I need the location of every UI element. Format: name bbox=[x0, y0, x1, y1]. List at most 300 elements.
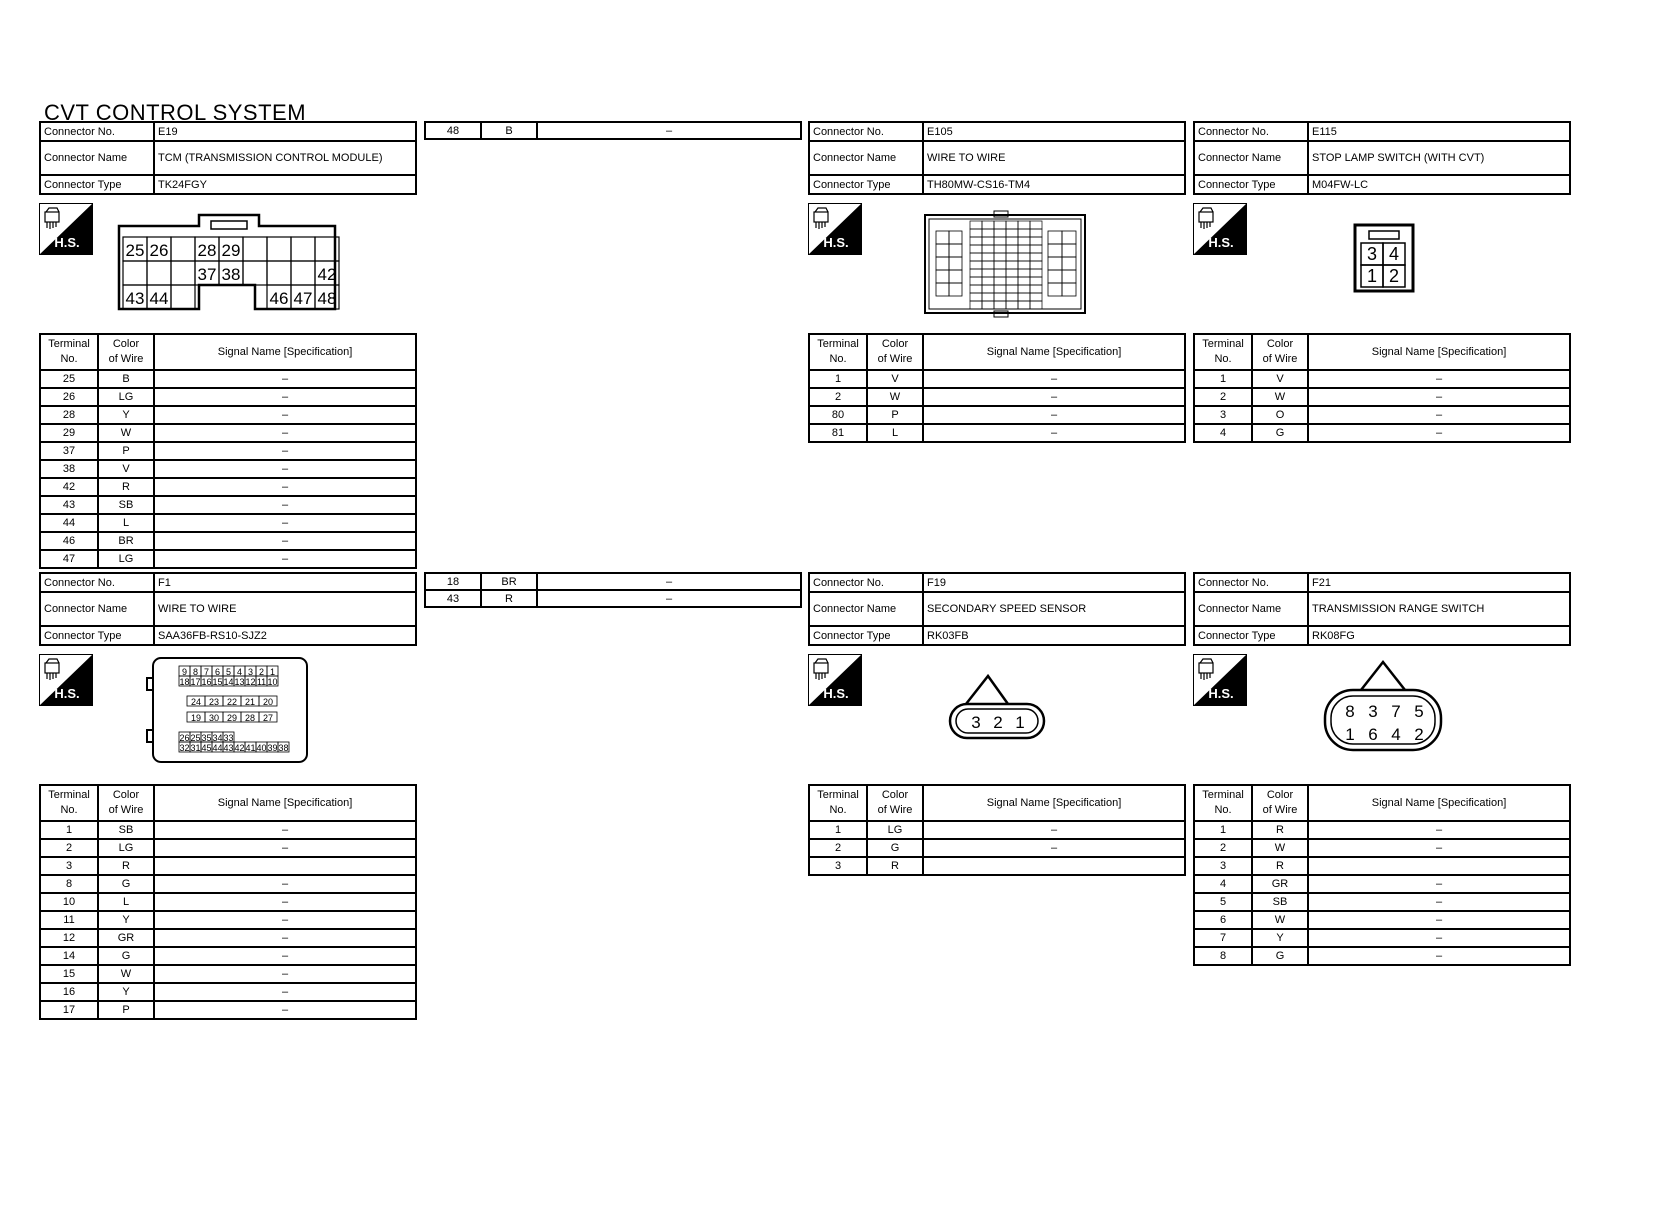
terminal-no: 11 bbox=[40, 911, 98, 929]
signal-name: – bbox=[923, 839, 1185, 857]
terminal-no: 26 bbox=[40, 388, 98, 406]
wire-color: Y bbox=[98, 983, 154, 1001]
connector-block-f21 bbox=[1193, 572, 1571, 966]
wire-color: W bbox=[867, 388, 923, 406]
wire-color: W bbox=[1252, 839, 1308, 857]
table-row bbox=[1194, 947, 1570, 965]
table-row bbox=[809, 821, 1185, 839]
label-connector-type: Connector Type bbox=[1194, 175, 1308, 194]
connector-figure bbox=[1193, 646, 1571, 784]
wire-color: W bbox=[98, 965, 154, 983]
terminal-table bbox=[808, 784, 1186, 876]
pin-label: 3 bbox=[971, 713, 981, 732]
terminal-no-header: Terminal No. bbox=[809, 785, 867, 821]
pin-label: 46 bbox=[269, 289, 289, 308]
terminal-no-header: Terminal No. bbox=[1194, 334, 1252, 370]
terminal-no: 6 bbox=[1194, 911, 1252, 929]
wire-color: V bbox=[867, 370, 923, 388]
table-row bbox=[40, 532, 416, 550]
terminal-no: 29 bbox=[40, 424, 98, 442]
terminal-table bbox=[39, 784, 417, 1020]
wire-color: P bbox=[867, 406, 923, 424]
pin-label: 1 bbox=[1345, 725, 1355, 744]
pin-label: 2 bbox=[1388, 266, 1400, 286]
connector-type-value: TH80MW-CS16-TM4 bbox=[923, 175, 1185, 194]
table-row bbox=[809, 424, 1185, 442]
terminal-table bbox=[39, 333, 417, 569]
connector-face-diagram bbox=[1193, 646, 1571, 784]
pin-label: 8 bbox=[1345, 702, 1355, 721]
connector-header bbox=[808, 121, 1186, 195]
color-of-wire-header: Color of Wire bbox=[98, 785, 154, 821]
connector-name-value: SECONDARY SPEED SENSOR bbox=[923, 592, 1185, 626]
signal-name: – bbox=[154, 370, 416, 388]
terminal-no: 8 bbox=[1194, 947, 1252, 965]
terminal-no: 1 bbox=[809, 370, 867, 388]
connector-name-value: WIRE TO WIRE bbox=[923, 141, 1185, 175]
signal-name: – bbox=[154, 550, 416, 568]
pin-label: 42 bbox=[317, 265, 337, 284]
label-connector-name: Connector Name bbox=[40, 592, 154, 626]
signal-name: – bbox=[154, 532, 416, 550]
signal-name: – bbox=[1308, 388, 1570, 406]
signal-name: – bbox=[154, 893, 416, 911]
table-row bbox=[40, 821, 416, 839]
terminal-no: 3 bbox=[1194, 857, 1252, 875]
signal-name: – bbox=[1308, 929, 1570, 947]
color-of-wire-header: Color of Wire bbox=[867, 334, 923, 370]
terminal-no: 44 bbox=[40, 514, 98, 532]
signal-name-header: Signal Name [Specification] bbox=[1308, 334, 1570, 370]
pin-label: 4 bbox=[1388, 244, 1400, 264]
wire-color: LG bbox=[867, 821, 923, 839]
pin-label: 1 bbox=[1366, 266, 1378, 286]
wire-color: GR bbox=[1252, 875, 1308, 893]
table-row bbox=[40, 947, 416, 965]
table-row bbox=[809, 370, 1185, 388]
connector-header bbox=[39, 121, 417, 195]
signal-name: – bbox=[923, 388, 1185, 406]
terminal-no: 10 bbox=[40, 893, 98, 911]
label-connector-no: Connector No. bbox=[809, 573, 923, 592]
signal-name bbox=[1308, 857, 1570, 875]
terminal-no: 4 bbox=[1194, 424, 1252, 442]
pin-label: 9 bbox=[181, 667, 188, 677]
wire-color: G bbox=[98, 875, 154, 893]
svg-text:H.S.: H.S. bbox=[54, 686, 80, 701]
table-row bbox=[425, 122, 801, 139]
wire-color: G bbox=[867, 839, 923, 857]
terminal-no: 43 bbox=[425, 590, 481, 607]
svg-text:H.S.: H.S. bbox=[1208, 686, 1234, 701]
table-row bbox=[425, 573, 801, 590]
wire-color: BR bbox=[481, 573, 537, 590]
pin-label: 2 bbox=[993, 713, 1003, 732]
terminal-table bbox=[1193, 784, 1571, 966]
terminal-no: 1 bbox=[1194, 370, 1252, 388]
pin-label: 11 bbox=[256, 677, 267, 687]
pin-label: 29 bbox=[221, 241, 241, 260]
terminal-no: 81 bbox=[809, 424, 867, 442]
terminal-no: 80 bbox=[809, 406, 867, 424]
connector-type-value: SAA36FB-RS10-SJZ2 bbox=[154, 626, 416, 645]
signal-name: – bbox=[154, 388, 416, 406]
pin-label: 6 bbox=[1368, 725, 1378, 744]
svg-text:H.S.: H.S. bbox=[1208, 235, 1234, 250]
terminal-no: 18 bbox=[425, 573, 481, 590]
pin-label: 35 bbox=[201, 733, 212, 743]
page-title: CVT CONTROL SYSTEM bbox=[44, 100, 307, 125]
terminal-no: 5 bbox=[1194, 893, 1252, 911]
signal-name: – bbox=[1308, 911, 1570, 929]
label-connector-type: Connector Type bbox=[1194, 626, 1308, 645]
label-connector-name: Connector Name bbox=[1194, 592, 1308, 626]
table-row bbox=[40, 983, 416, 1001]
table-row bbox=[809, 406, 1185, 424]
signal-name: – bbox=[923, 406, 1185, 424]
color-of-wire-header: Color of Wire bbox=[1252, 785, 1308, 821]
svg-text:H.S.: H.S. bbox=[54, 235, 80, 250]
terminal-no: 3 bbox=[809, 857, 867, 875]
wire-color: LG bbox=[98, 550, 154, 568]
connector-no-value: F21 bbox=[1308, 573, 1570, 592]
signal-name: – bbox=[154, 478, 416, 496]
connector-block-e105 bbox=[808, 121, 1186, 443]
signal-name: – bbox=[1308, 947, 1570, 965]
wire-color: B bbox=[98, 370, 154, 388]
signal-name: – bbox=[537, 590, 801, 607]
pin-label: 47 bbox=[293, 289, 313, 308]
pin-label: 25 bbox=[125, 241, 145, 260]
table-row bbox=[1194, 875, 1570, 893]
terminal-no: 25 bbox=[40, 370, 98, 388]
terminal-no: 3 bbox=[40, 857, 98, 875]
connector-figure bbox=[39, 195, 417, 333]
signal-name: – bbox=[154, 875, 416, 893]
table-row bbox=[40, 893, 416, 911]
connector-figure bbox=[39, 646, 417, 784]
table-row bbox=[40, 514, 416, 532]
pin-label: 29 bbox=[226, 713, 238, 723]
wire-color: Y bbox=[1252, 929, 1308, 947]
signal-name: – bbox=[1308, 424, 1570, 442]
pin-label: 2 bbox=[1414, 725, 1424, 744]
signal-name bbox=[923, 857, 1185, 875]
label-connector-type: Connector Type bbox=[809, 175, 923, 194]
connector-no-value: E105 bbox=[923, 122, 1185, 141]
connector-type-value: RK03FB bbox=[923, 626, 1185, 645]
connector-name-value: TRANSMISSION RANGE SWITCH bbox=[1308, 592, 1570, 626]
signal-name: – bbox=[537, 573, 801, 590]
table-row bbox=[40, 442, 416, 460]
connector-header bbox=[1193, 572, 1571, 646]
table-row bbox=[40, 478, 416, 496]
terminal-no: 47 bbox=[40, 550, 98, 568]
table-row bbox=[40, 388, 416, 406]
terminal-no: 4 bbox=[1194, 875, 1252, 893]
table-row bbox=[40, 424, 416, 442]
terminal-no: 15 bbox=[40, 965, 98, 983]
terminal-no-header: Terminal No. bbox=[40, 785, 98, 821]
wire-color: W bbox=[1252, 911, 1308, 929]
color-of-wire-header: Color of Wire bbox=[1252, 334, 1308, 370]
terminal-no: 17 bbox=[40, 1001, 98, 1019]
connector-face-diagram bbox=[1193, 195, 1571, 333]
wire-color: LG bbox=[98, 839, 154, 857]
table-row bbox=[1194, 424, 1570, 442]
signal-name: – bbox=[154, 911, 416, 929]
pin-label: 42 bbox=[234, 743, 245, 753]
pin-label: 1 bbox=[269, 667, 276, 677]
pin-label: 4 bbox=[236, 667, 243, 677]
pin-label: 21 bbox=[244, 697, 256, 707]
signal-name: – bbox=[923, 424, 1185, 442]
table-row bbox=[40, 857, 416, 875]
signal-name bbox=[154, 857, 416, 875]
wire-color: G bbox=[1252, 424, 1308, 442]
connector-block-e115 bbox=[1193, 121, 1571, 443]
wire-color: R bbox=[98, 857, 154, 875]
pin-label: 39 bbox=[267, 743, 278, 753]
signal-name: – bbox=[154, 965, 416, 983]
signal-name: – bbox=[154, 406, 416, 424]
connector-face-diagram bbox=[808, 646, 1186, 784]
wire-color: V bbox=[98, 460, 154, 478]
signal-name: – bbox=[154, 442, 416, 460]
table-row bbox=[40, 911, 416, 929]
connector-block-e19 bbox=[39, 121, 417, 569]
pin-label: 44 bbox=[212, 743, 223, 753]
pin-label: 30 bbox=[208, 713, 220, 723]
pin-label: 2 bbox=[258, 667, 265, 677]
table-row bbox=[425, 590, 801, 607]
terminal-no: 2 bbox=[40, 839, 98, 857]
signal-name: – bbox=[1308, 893, 1570, 911]
color-of-wire-header: Color of Wire bbox=[867, 785, 923, 821]
signal-name: – bbox=[1308, 370, 1570, 388]
signal-name: – bbox=[154, 1001, 416, 1019]
terminal-no: 1 bbox=[40, 821, 98, 839]
terminal-no: 37 bbox=[40, 442, 98, 460]
wire-color: R bbox=[1252, 821, 1308, 839]
table-row bbox=[40, 370, 416, 388]
wire-color: SB bbox=[98, 496, 154, 514]
connector-face-diagram bbox=[39, 195, 417, 333]
table-row bbox=[809, 857, 1185, 875]
terminal-no: 46 bbox=[40, 532, 98, 550]
wire-color: G bbox=[98, 947, 154, 965]
signal-name: – bbox=[154, 821, 416, 839]
label-connector-no: Connector No. bbox=[809, 122, 923, 141]
table-row bbox=[809, 839, 1185, 857]
label-connector-no: Connector No. bbox=[40, 573, 154, 592]
pin-label: 26 bbox=[179, 733, 190, 743]
label-connector-name: Connector Name bbox=[1194, 141, 1308, 175]
terminal-no: 42 bbox=[40, 478, 98, 496]
label-connector-name: Connector Name bbox=[809, 592, 923, 626]
pin-label: 3 bbox=[1366, 244, 1378, 264]
table-row bbox=[1194, 821, 1570, 839]
wire-color: V bbox=[1252, 370, 1308, 388]
label-connector-name: Connector Name bbox=[809, 141, 923, 175]
wire-color: W bbox=[98, 424, 154, 442]
wire-color: L bbox=[98, 893, 154, 911]
pin-label: 7 bbox=[1391, 702, 1401, 721]
connector-type-value: M04FW-LC bbox=[1308, 175, 1570, 194]
pin-label: 16 bbox=[201, 677, 212, 687]
table-row bbox=[40, 460, 416, 478]
pin-label: 28 bbox=[197, 241, 217, 260]
terminal-no-header: Terminal No. bbox=[809, 334, 867, 370]
pin-label: 28 bbox=[244, 713, 256, 723]
wire-color: W bbox=[1252, 388, 1308, 406]
connector-type-value: TK24FGY bbox=[154, 175, 416, 194]
connector-type-value: RK08FG bbox=[1308, 626, 1570, 645]
connector-header bbox=[1193, 121, 1571, 195]
terminal-no: 2 bbox=[1194, 388, 1252, 406]
table-row bbox=[1194, 911, 1570, 929]
terminal-no: 28 bbox=[40, 406, 98, 424]
label-connector-type: Connector Type bbox=[40, 626, 154, 645]
label-connector-no: Connector No. bbox=[40, 122, 154, 141]
pin-label: 31 bbox=[190, 743, 201, 753]
terminal-no: 7 bbox=[1194, 929, 1252, 947]
pin-label: 6 bbox=[214, 667, 221, 677]
connector-face-diagram bbox=[808, 195, 1186, 333]
signal-name: – bbox=[154, 947, 416, 965]
pin-label: 26 bbox=[149, 241, 169, 260]
pin-label: 5 bbox=[1414, 702, 1424, 721]
wire-color: LG bbox=[98, 388, 154, 406]
terminal-no: 1 bbox=[1194, 821, 1252, 839]
terminal-no: 2 bbox=[809, 839, 867, 857]
wire-color: B bbox=[481, 122, 537, 139]
pin-label: 43 bbox=[223, 743, 234, 753]
connector-no-value: F1 bbox=[154, 573, 416, 592]
table-row bbox=[40, 406, 416, 424]
pin-label: 19 bbox=[190, 713, 202, 723]
label-connector-no: Connector No. bbox=[1194, 122, 1308, 141]
pin-label: 4 bbox=[1391, 725, 1401, 744]
table-row bbox=[40, 496, 416, 514]
connector-no-value: E115 bbox=[1308, 122, 1570, 141]
wire-color: O bbox=[1252, 406, 1308, 424]
terminal-no: 38 bbox=[40, 460, 98, 478]
pin-label: 37 bbox=[197, 265, 217, 284]
signal-name: – bbox=[1308, 839, 1570, 857]
terminal-no-header: Terminal No. bbox=[40, 334, 98, 370]
connector-name-value: STOP LAMP SWITCH (WITH CVT) bbox=[1308, 141, 1570, 175]
terminal-no: 16 bbox=[40, 983, 98, 1001]
label-connector-type: Connector Type bbox=[40, 175, 154, 194]
connector-figure bbox=[808, 195, 1186, 333]
connector-name-value: WIRE TO WIRE bbox=[154, 592, 416, 626]
wire-color: P bbox=[98, 1001, 154, 1019]
pin-label: 38 bbox=[221, 265, 241, 284]
svg-text:H.S.: H.S. bbox=[823, 235, 849, 250]
pin-label: 23 bbox=[208, 697, 220, 707]
terminal-no: 1 bbox=[809, 821, 867, 839]
pin-label: 12 bbox=[245, 677, 256, 687]
pin-label: 1 bbox=[1015, 713, 1025, 732]
label-connector-name: Connector Name bbox=[40, 141, 154, 175]
wire-color: R bbox=[98, 478, 154, 496]
pin-label: 33 bbox=[223, 733, 234, 743]
signal-name-header: Signal Name [Specification] bbox=[923, 785, 1185, 821]
pin-label: 32 bbox=[179, 743, 190, 753]
table-row bbox=[1194, 388, 1570, 406]
signal-name: – bbox=[1308, 821, 1570, 839]
svg-text:H.S.: H.S. bbox=[823, 686, 849, 701]
pin-label: 14 bbox=[223, 677, 234, 687]
signal-name: – bbox=[154, 514, 416, 532]
signal-name: – bbox=[154, 983, 416, 1001]
table-row bbox=[1194, 929, 1570, 947]
label-connector-no: Connector No. bbox=[1194, 573, 1308, 592]
table-row bbox=[1194, 839, 1570, 857]
table-row bbox=[40, 929, 416, 947]
table-row bbox=[40, 550, 416, 568]
pin-label: 48 bbox=[317, 289, 337, 308]
pin-label: 25 bbox=[190, 733, 201, 743]
signal-name-header: Signal Name [Specification] bbox=[1308, 785, 1570, 821]
terminal-no: 2 bbox=[809, 388, 867, 406]
wire-color: SB bbox=[98, 821, 154, 839]
pin-label: 5 bbox=[225, 667, 232, 677]
terminal-table bbox=[808, 333, 1186, 443]
signal-name: – bbox=[923, 821, 1185, 839]
table-row bbox=[1194, 857, 1570, 875]
signal-name-header: Signal Name [Specification] bbox=[923, 334, 1185, 370]
wire-color: R bbox=[481, 590, 537, 607]
signal-name: – bbox=[923, 370, 1185, 388]
pin-label: 8 bbox=[192, 667, 199, 677]
terminal-no: 12 bbox=[40, 929, 98, 947]
pin-label: 13 bbox=[234, 677, 245, 687]
pin-label: 22 bbox=[226, 697, 238, 707]
pin-label: 20 bbox=[262, 697, 274, 707]
terminal-no-header: Terminal No. bbox=[1194, 785, 1252, 821]
table-row bbox=[809, 388, 1185, 406]
pin-label: 10 bbox=[267, 677, 278, 687]
terminal-no: 3 bbox=[1194, 406, 1252, 424]
table-row bbox=[1194, 370, 1570, 388]
connector-face-diagram bbox=[39, 646, 417, 784]
connector-name-value: TCM (TRANSMISSION CONTROL MODULE) bbox=[154, 141, 416, 175]
terminal-no: 8 bbox=[40, 875, 98, 893]
pin-label: 41 bbox=[245, 743, 256, 753]
signal-name: – bbox=[154, 839, 416, 857]
pin-label: 44 bbox=[149, 289, 169, 308]
table-row bbox=[40, 839, 416, 857]
connector-header bbox=[39, 572, 417, 646]
color-of-wire-header: Color of Wire bbox=[98, 334, 154, 370]
table-row bbox=[40, 1001, 416, 1019]
signal-name-header: Signal Name [Specification] bbox=[154, 785, 416, 821]
wire-color: BR bbox=[98, 532, 154, 550]
signal-name-header: Signal Name [Specification] bbox=[154, 334, 416, 370]
wire-color: Y bbox=[98, 911, 154, 929]
table-row bbox=[1194, 406, 1570, 424]
wire-color: Y bbox=[98, 406, 154, 424]
continuation-table-f1 bbox=[424, 572, 802, 608]
connector-no-value: F19 bbox=[923, 573, 1185, 592]
wire-color: R bbox=[867, 857, 923, 875]
signal-name: – bbox=[537, 122, 801, 139]
wire-color: L bbox=[867, 424, 923, 442]
connector-header bbox=[808, 572, 1186, 646]
pin-label: 15 bbox=[212, 677, 223, 687]
